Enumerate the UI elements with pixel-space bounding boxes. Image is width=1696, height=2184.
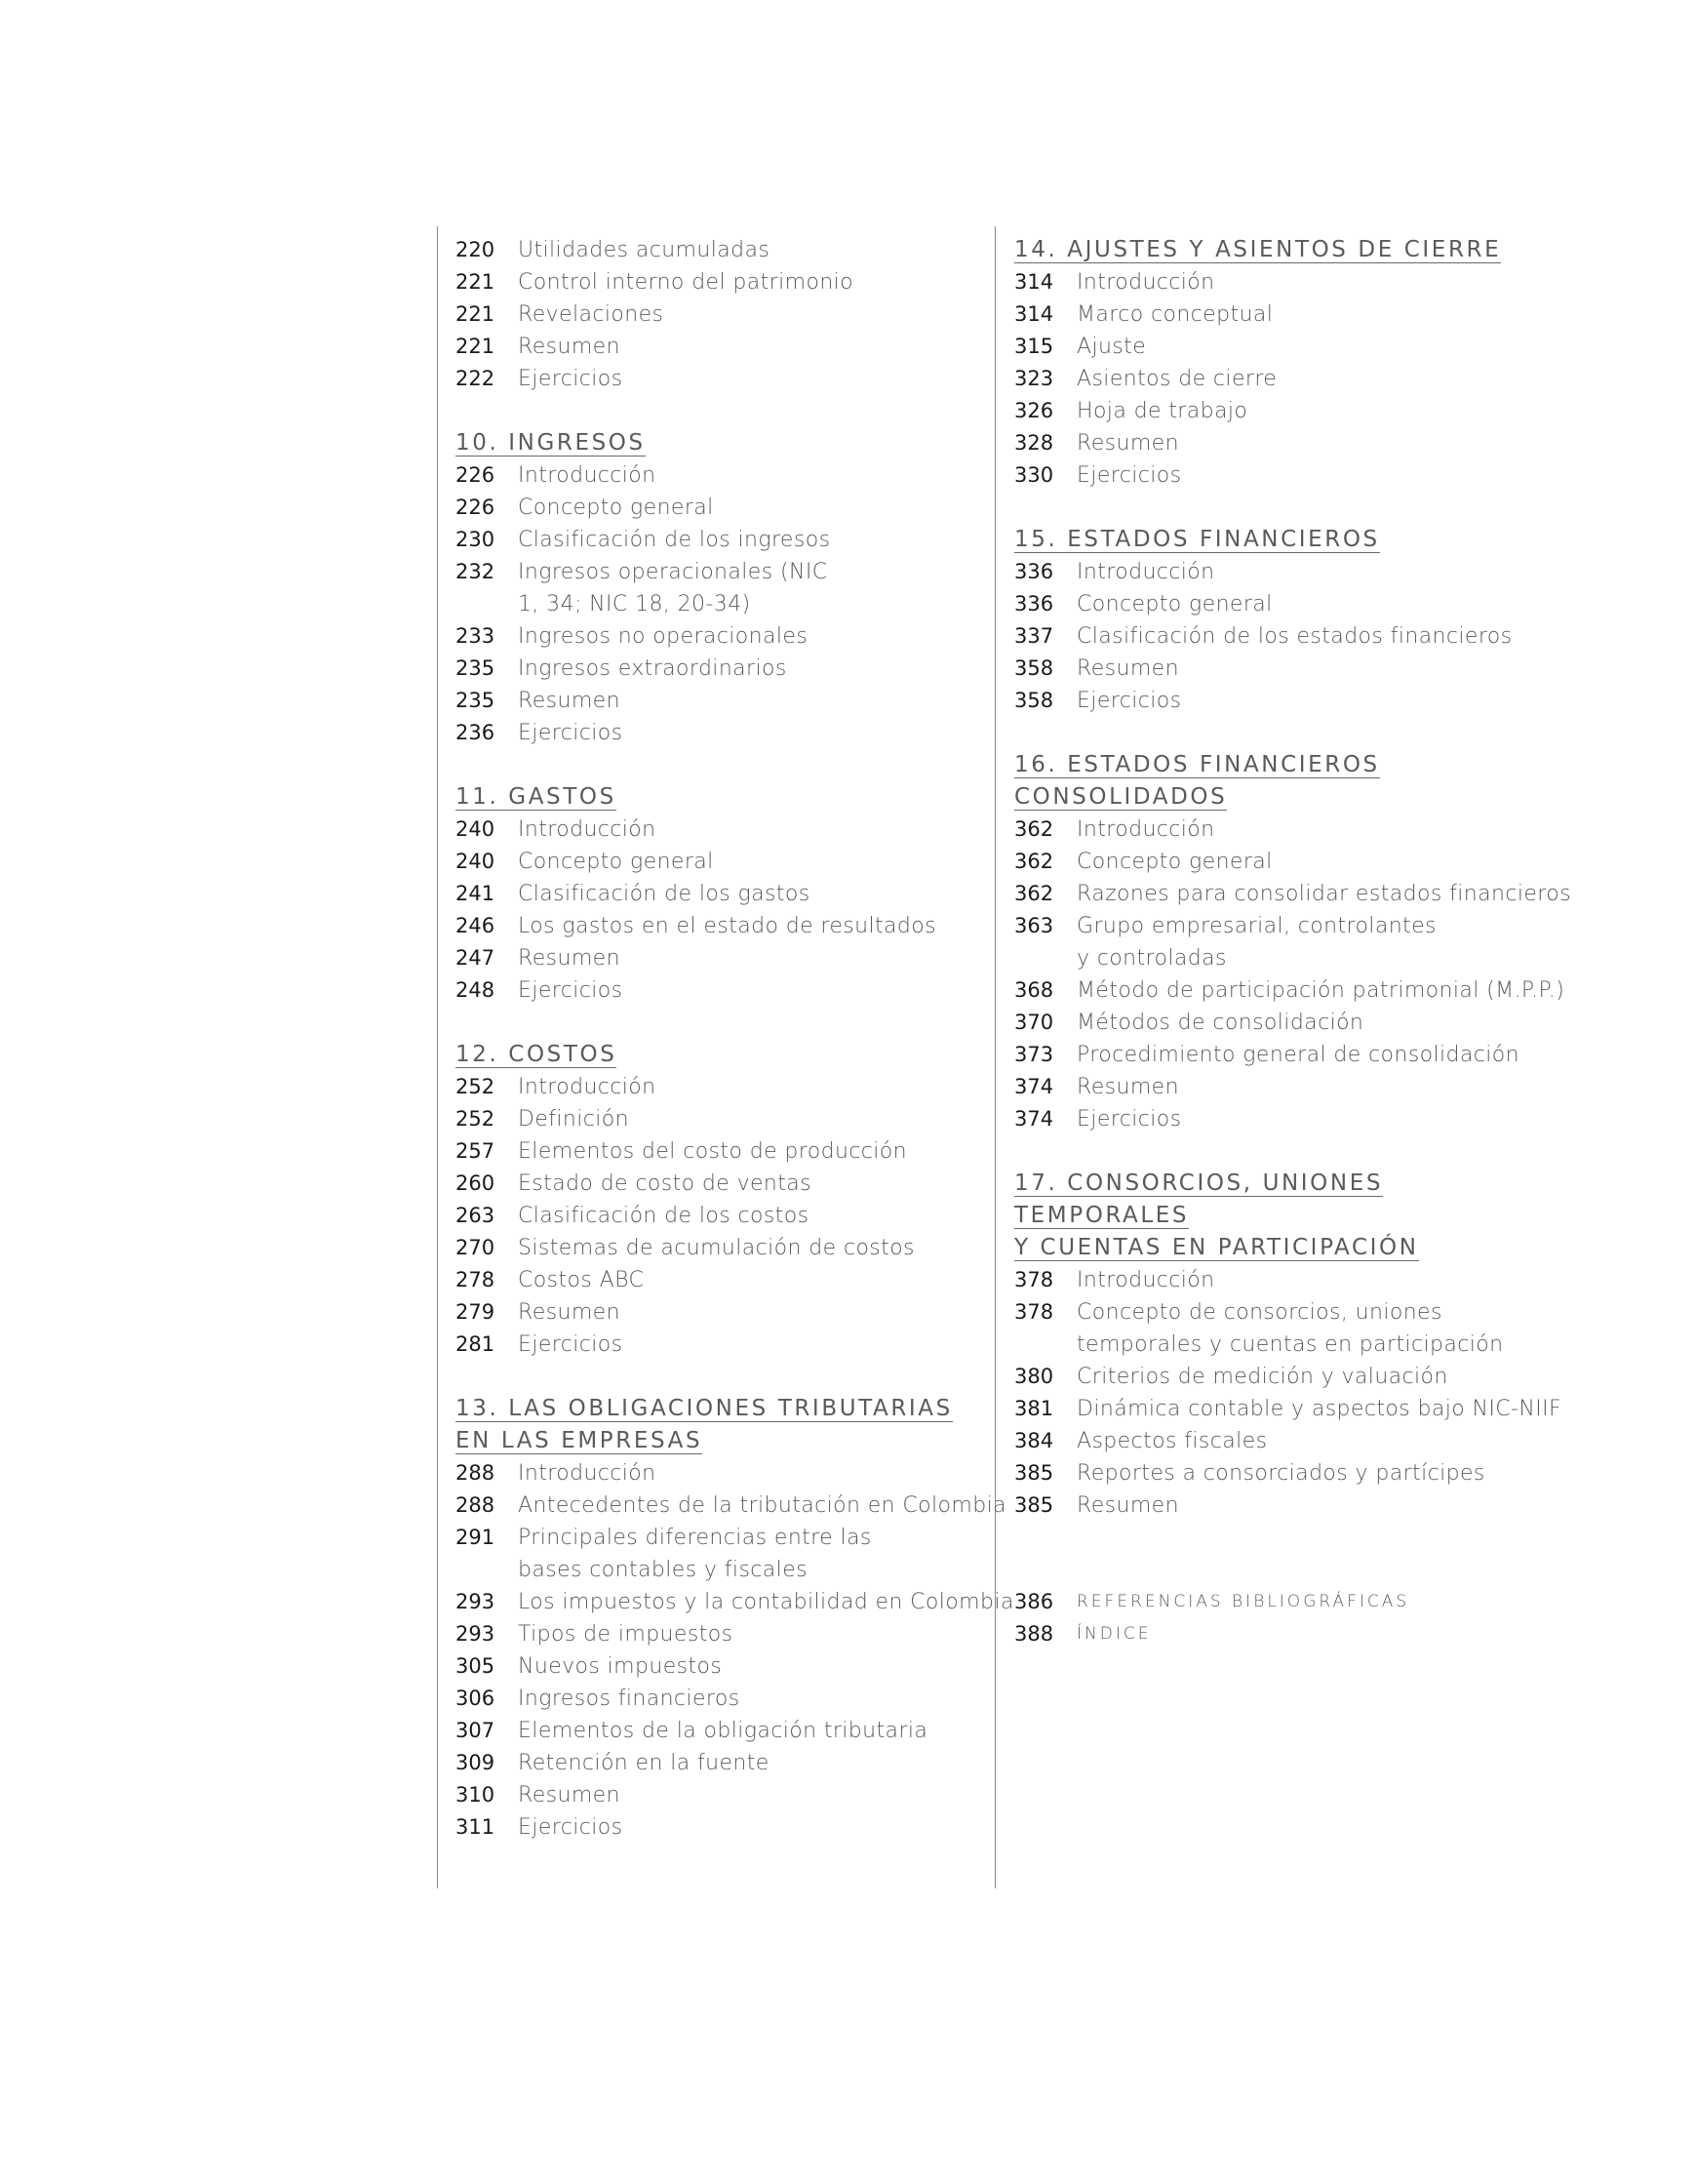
page-number: 386 (1014, 1590, 1054, 1613)
toc-entry[interactable] (1014, 1329, 1560, 1361)
entry-title: Introducción (1077, 817, 1215, 842)
entry-title: Introducción (1077, 270, 1215, 295)
page-number: 270 (455, 1236, 495, 1259)
chapter-heading-line: 10. INGRESOS (455, 430, 646, 456)
page-number: 314 (1014, 270, 1054, 294)
entry-title: Ajuste (1077, 335, 1147, 359)
toc-entry[interactable] (455, 1747, 1002, 1779)
toc-entry[interactable] (455, 1489, 1006, 1522)
entry-title: Concepto general (1077, 592, 1273, 616)
left-column-rule (437, 226, 438, 1888)
page-number: 226 (455, 463, 495, 487)
toc-section (1014, 749, 1571, 1135)
toc-entry[interactable] (1014, 1007, 1560, 1039)
toc-entry[interactable] (1014, 331, 1560, 363)
entry-title: Resumen (1077, 431, 1179, 456)
page-number: 252 (455, 1075, 495, 1098)
page-number: 246 (455, 914, 495, 937)
chapter-heading[interactable] (455, 781, 1002, 814)
entry-title: Costos ABC (518, 1268, 645, 1292)
entry-title: Revelaciones (518, 302, 664, 327)
page-number: 247 (455, 946, 495, 970)
page-number: 388 (1014, 1622, 1054, 1646)
entry-title: Principales diferencias entre las (518, 1526, 872, 1550)
toc-entry[interactable] (1014, 298, 1560, 331)
entry-title: Asientos de cierre (1077, 367, 1278, 391)
chapter-heading-line: EN LAS EMPRESAS (455, 1428, 703, 1453)
page-number: 221 (455, 335, 495, 358)
toc-entry[interactable] (455, 1650, 1002, 1683)
entry-title: Ingresos financieros (518, 1687, 740, 1711)
entry-title: Concepto general (518, 496, 714, 520)
toc-entry[interactable] (1014, 395, 1560, 427)
entry-title: y controladas (1077, 946, 1227, 971)
page-number: 221 (455, 270, 495, 294)
entry-title: Resumen (518, 1300, 620, 1325)
chapter-heading[interactable] (455, 1393, 1002, 1457)
toc-entry[interactable] (1014, 427, 1560, 459)
entry-title: Métodos de consolidación (1077, 1011, 1364, 1035)
page-number: 236 (455, 721, 495, 744)
toc-entry[interactable] (1014, 1425, 1560, 1457)
entry-title: Método de participación patrimonial (M.P.P.) (1077, 978, 1565, 1003)
entry-title: Resumen (1077, 656, 1179, 681)
toc-entry[interactable] (1014, 1103, 1560, 1135)
toc-section (455, 427, 1002, 749)
toc-entry[interactable] (455, 234, 1002, 266)
page-number: 281 (455, 1332, 495, 1356)
toc-entry[interactable] (455, 266, 1002, 298)
toc-entry[interactable] (455, 1554, 1002, 1586)
page-number: 330 (1014, 463, 1054, 487)
toc-entry[interactable] (455, 1457, 1002, 1489)
page-number: 279 (455, 1300, 495, 1324)
page-number: 240 (455, 817, 495, 841)
entry-title: Introducción (518, 463, 656, 488)
entry-title: Ejercicios (518, 721, 623, 745)
toc-entry[interactable] (1014, 556, 1560, 588)
toc-section (455, 234, 1002, 395)
chapter-heading[interactable] (1014, 749, 1560, 814)
page-number: 336 (1014, 560, 1054, 583)
toc-section (1014, 1168, 1560, 1522)
toc-entry[interactable] (455, 1586, 1014, 1618)
chapter-heading[interactable] (1014, 234, 1560, 266)
entry-title: Resumen (1077, 1075, 1179, 1099)
page-number: 384 (1014, 1429, 1054, 1452)
toc-entry[interactable] (1014, 1489, 1560, 1522)
entry-title: Ejercicios (1077, 689, 1182, 713)
entry-title: Utilidades acumuladas (518, 238, 770, 262)
chapter-heading[interactable] (1014, 1168, 1560, 1264)
toc-entry[interactable] (455, 524, 1002, 556)
entry-title: Elementos de la obligación tributaria (518, 1719, 928, 1743)
page-number: 288 (455, 1461, 495, 1485)
page-number: 221 (455, 302, 495, 326)
page-number: 362 (1014, 882, 1054, 905)
page-number: 385 (1014, 1493, 1054, 1517)
toc-section (455, 1039, 1002, 1361)
page-number: 362 (1014, 850, 1054, 873)
page-number: 240 (455, 850, 495, 873)
entry-title: Sistemas de acumulación de costos (518, 1236, 915, 1260)
toc-entry[interactable] (455, 1296, 1002, 1329)
entry-title: Hoja de trabajo (1077, 399, 1248, 423)
entry-title: Clasificación de los gastos (518, 882, 810, 906)
page-number: 230 (455, 528, 495, 551)
toc-entry[interactable] (455, 1264, 1002, 1296)
page-number: 378 (1014, 1268, 1054, 1291)
chapter-heading-line: 14. AJUSTES Y ASIENTOS DE CIERRE (1014, 237, 1502, 262)
entry-title: Resumen (518, 689, 620, 713)
page-number: 336 (1014, 592, 1054, 615)
toc-entry[interactable] (1014, 942, 1560, 974)
chapter-heading-line: 17. CONSORCIOS, UNIONES TEMPORALES (1014, 1171, 1384, 1228)
toc-entry[interactable] (455, 298, 1002, 331)
toc-entry[interactable] (455, 910, 1002, 942)
page-number: 373 (1014, 1043, 1054, 1066)
page-number: 380 (1014, 1365, 1054, 1388)
page-number: 278 (455, 1268, 495, 1291)
toc-entry-reference[interactable] (1014, 1586, 1560, 1618)
page-number: 235 (455, 656, 495, 680)
entry-title: Tipos de impuestos (518, 1622, 733, 1647)
toc-entry[interactable] (455, 363, 1002, 395)
entry-title: Grupo empresarial, controlantes (1077, 914, 1437, 938)
page-number: 363 (1014, 914, 1054, 937)
entry-title: Dinámica contable y aspectos bajo NIC-NIIF (1077, 1397, 1562, 1421)
entry-title: Clasificación de los estados financieros (1077, 624, 1513, 649)
page-number: 381 (1014, 1397, 1054, 1420)
toc-entry[interactable] (1014, 1039, 1560, 1071)
page-number: 362 (1014, 817, 1054, 841)
toc-entry[interactable] (455, 653, 1002, 685)
entry-title: Elementos del costo de producción (518, 1139, 907, 1164)
page-number: 315 (1014, 335, 1054, 358)
entry-title: Ingresos extraordinarios (518, 656, 787, 681)
page-number: 288 (455, 1493, 495, 1517)
toc-entry[interactable] (1014, 653, 1560, 685)
toc-entry[interactable] (1014, 910, 1560, 942)
entry-title: Ejercicios (1077, 463, 1182, 488)
entry-title: Aspectos fiscales (1077, 1429, 1268, 1453)
page-number: 378 (1014, 1300, 1054, 1324)
toc-entry[interactable] (1014, 814, 1560, 846)
page-number: 252 (455, 1107, 495, 1131)
toc-entry[interactable] (455, 1103, 1002, 1135)
entry-title: Reportes a consorciados y partícipes (1077, 1461, 1485, 1486)
toc-entry[interactable] (455, 685, 1002, 717)
toc-entry[interactable] (1014, 1457, 1560, 1489)
toc-section (455, 1393, 1014, 1844)
toc-entry[interactable] (1014, 1296, 1560, 1329)
toc-entry[interactable] (1014, 459, 1560, 492)
chapter-heading-line: 16. ESTADOS FINANCIEROS (1014, 752, 1380, 777)
entry-title: Ejercicios (518, 1815, 623, 1840)
entry-title: Los impuestos y la contabilidad en Colombia (518, 1590, 1014, 1614)
toc-entry[interactable] (1014, 974, 1565, 1007)
page-number: 370 (1014, 1011, 1054, 1034)
page-number: 314 (1014, 302, 1054, 326)
entry-title: Ejercicios (1077, 1107, 1182, 1132)
entry-title: Antecedentes de la tributación en Colombia (518, 1493, 1006, 1518)
toc-entry[interactable] (1014, 1071, 1560, 1103)
toc-entry[interactable] (1014, 1393, 1560, 1425)
chapter-heading-line: Y CUENTAS EN PARTICIPACIÓN (1014, 1235, 1419, 1260)
toc-entry[interactable] (455, 1135, 1002, 1168)
entry-title: Control interno del patrimonio (518, 270, 854, 295)
toc-entry[interactable] (1014, 878, 1571, 910)
page-number: 263 (455, 1204, 495, 1227)
page-number: 232 (455, 560, 495, 583)
page-number: 368 (1014, 978, 1054, 1002)
toc-entry[interactable] (455, 588, 1002, 620)
toc-entry[interactable] (455, 1071, 1002, 1103)
entry-title: Ingresos operacionales (NIC (518, 560, 828, 584)
page-number: 293 (455, 1590, 495, 1613)
page-number: 222 (455, 367, 495, 390)
entry-title: Ingresos no operacionales (518, 624, 809, 649)
entry-title: Resumen (518, 335, 620, 359)
entry-title: Introducción (518, 1075, 656, 1099)
page-number: 358 (1014, 656, 1054, 680)
toc-entry[interactable] (455, 1618, 1002, 1650)
toc-section (1014, 524, 1560, 717)
chapter-heading[interactable] (455, 1039, 1002, 1071)
toc-entry[interactable] (1014, 685, 1560, 717)
toc-entry[interactable] (455, 1683, 1002, 1715)
page-number: 235 (455, 689, 495, 712)
toc-entry[interactable] (455, 1200, 1002, 1232)
toc-entry[interactable] (1014, 266, 1560, 298)
page-number: 309 (455, 1751, 495, 1774)
page-number: 305 (455, 1654, 495, 1678)
entry-title: Los gastos en el estado de resultados (518, 914, 937, 938)
toc-section (1014, 234, 1560, 492)
toc-entry[interactable] (1014, 588, 1560, 620)
entry-title: Concepto general (518, 850, 714, 874)
page-number: 257 (455, 1139, 495, 1163)
entry-title: Introducción (1077, 1268, 1215, 1292)
page-number: 328 (1014, 431, 1054, 455)
page-number: 220 (455, 238, 495, 261)
toc-entry[interactable] (455, 942, 1002, 974)
toc-section (455, 781, 1002, 1007)
toc-entry[interactable] (455, 1168, 1002, 1200)
chapter-heading[interactable] (1014, 524, 1560, 556)
page-number: 291 (455, 1526, 495, 1549)
toc-entry[interactable] (455, 620, 1002, 653)
entry-title: bases contables y fiscales (518, 1558, 808, 1582)
page-number: 374 (1014, 1107, 1054, 1131)
toc-entry[interactable] (1014, 620, 1560, 653)
toc-entry[interactable] (455, 1779, 1002, 1811)
toc-entry[interactable] (455, 974, 1002, 1007)
entry-title: Concepto de consorcios, uniones (1077, 1300, 1442, 1325)
toc-entry[interactable] (455, 556, 1002, 588)
entry-title: Procedimiento general de consolidación (1077, 1043, 1519, 1067)
toc-entry[interactable] (455, 1811, 1002, 1844)
page-number: 306 (455, 1687, 495, 1710)
entry-title: Introducción (1077, 560, 1215, 584)
page-number: 248 (455, 978, 495, 1002)
page-number: 326 (1014, 399, 1054, 422)
entry-title: Marco conceptual (1077, 302, 1274, 327)
page-number: 374 (1014, 1075, 1054, 1098)
entry-title: ÍNDICE (1077, 1624, 1152, 1644)
chapter-heading-line: 13. LAS OBLIGACIONES TRIBUTARIAS (455, 1396, 953, 1421)
entry-title: Resumen (518, 946, 620, 971)
entry-title: Ejercicios (518, 367, 623, 391)
page-number: 385 (1014, 1461, 1054, 1485)
toc-entry[interactable] (1014, 1264, 1560, 1296)
entry-title: Concepto general (1077, 850, 1273, 874)
chapter-heading-line: 15. ESTADOS FINANCIEROS (1014, 527, 1380, 552)
entry-title: Nuevos impuestos (518, 1654, 723, 1679)
toc-entry[interactable] (455, 459, 1002, 492)
entry-title: Clasificación de los costos (518, 1204, 809, 1228)
toc-entry[interactable] (1014, 363, 1560, 395)
entry-title: Ejercicios (518, 1332, 623, 1357)
toc-right-column (1014, 234, 1571, 1650)
chapter-heading-line: 11. GASTOS (455, 784, 616, 810)
page-number: 337 (1014, 624, 1054, 648)
entry-title: Resumen (1077, 1493, 1179, 1518)
chapter-heading[interactable] (455, 427, 1002, 459)
entry-title: Estado de costo de ventas (518, 1171, 812, 1196)
entry-title: Ejercicios (518, 978, 623, 1003)
toc-entry[interactable] (455, 717, 1002, 749)
page-number: 233 (455, 624, 495, 648)
page-number: 307 (455, 1719, 495, 1742)
entry-title: Introducción (518, 817, 656, 842)
spacer (1014, 1522, 1560, 1586)
page-number: 226 (455, 496, 495, 519)
page-number: 241 (455, 882, 495, 905)
entry-title: Resumen (518, 1783, 620, 1807)
toc-entry[interactable] (1014, 1361, 1560, 1393)
entry-title: Razones para consolidar estados financieros (1077, 882, 1571, 906)
toc-entry[interactable] (455, 846, 1002, 878)
entry-title: Introducción (518, 1461, 656, 1486)
page-number: 311 (455, 1815, 495, 1839)
page-number: 310 (455, 1783, 495, 1807)
entry-title: temporales y cuentas en participación (1077, 1332, 1504, 1357)
toc-entry[interactable] (455, 1522, 1002, 1554)
toc-entry[interactable] (455, 814, 1002, 846)
entry-title: Retención en la fuente (518, 1751, 769, 1775)
entry-title: REFERENCIAS BIBLIOGRÁFICAS (1077, 1592, 1410, 1611)
toc-entry-reference[interactable] (1014, 1618, 1560, 1650)
toc-entry[interactable] (455, 1329, 1002, 1361)
chapter-heading-line: CONSOLIDADOS (1014, 784, 1228, 810)
entry-title: Criterios de medición y valuación (1077, 1365, 1448, 1389)
page-number: 260 (455, 1171, 495, 1195)
toc-entry[interactable] (455, 1232, 1002, 1264)
toc-entry[interactable] (455, 492, 1002, 524)
entry-title: Clasificación de los ingresos (518, 528, 831, 552)
page-number: 323 (1014, 367, 1054, 390)
toc-entry[interactable] (455, 1715, 1002, 1747)
entry-title: Definición (518, 1107, 629, 1132)
toc-entry[interactable] (1014, 846, 1560, 878)
chapter-heading-line: 12. COSTOS (455, 1042, 617, 1067)
page-number: 293 (455, 1622, 495, 1646)
toc-entry[interactable] (455, 878, 1002, 910)
entry-title: 1, 34; NIC 18, 20-34) (518, 592, 751, 616)
page-number: 358 (1014, 689, 1054, 712)
toc-entry[interactable] (455, 331, 1002, 363)
toc-left-column (455, 234, 1014, 1844)
